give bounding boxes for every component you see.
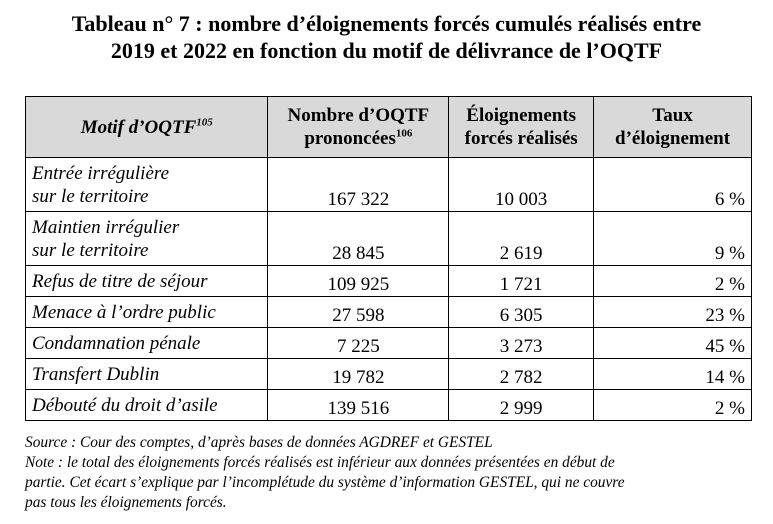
header-motif	[26, 97, 268, 158]
row-eloignements: 2 619	[449, 212, 594, 266]
header-taux-line-1: Taux	[652, 105, 693, 126]
row-motif	[26, 212, 268, 266]
row-motif: Transfert Dublin	[26, 359, 268, 390]
row-motif-line-1: Entrée irrégulière	[32, 162, 170, 184]
note-line-1: Note : le total des éloignements forcés réalisés est inférieur aux données présentées en début de	[25, 454, 615, 471]
row-taux: 6 %	[594, 158, 752, 212]
table-row	[26, 158, 752, 212]
row-motif-line-2: sur le territoire	[32, 239, 149, 261]
header-eloignements	[449, 97, 594, 158]
row-motif-line-1: Maintien irrégulier	[32, 216, 180, 238]
row-oqtf: 28 845	[268, 212, 449, 266]
row-eloignements: 1 721	[449, 266, 594, 297]
header-row	[26, 97, 752, 158]
header-motif-footnote: 105	[196, 116, 213, 129]
row-motif	[26, 158, 268, 212]
row-motif: Condamnation pénale	[26, 328, 268, 359]
header-taux-line-2: d’éloignement	[615, 128, 731, 149]
row-motif-line-2: sur le territoire	[32, 185, 149, 207]
header-oqtf-line-2: prononcées	[304, 128, 396, 149]
header-oqtf-line-1: Nombre d’OQTF	[287, 105, 430, 126]
header-eloignements-line-1: Éloignements	[466, 105, 577, 126]
row-taux: 2 %	[594, 390, 752, 421]
row-oqtf: 27 598	[268, 297, 449, 328]
row-oqtf: 7 225	[268, 328, 449, 359]
row-taux: 45 %	[594, 328, 752, 359]
row-eloignements: 3 273	[449, 328, 594, 359]
row-taux: 2 %	[594, 266, 752, 297]
row-taux: 14 %	[594, 359, 752, 390]
header-oqtf	[268, 97, 449, 158]
row-oqtf: 139 516	[268, 390, 449, 421]
row-motif: Menace à l’ordre public	[26, 297, 268, 328]
source-note: Source : Cour des comptes, d’après bases de données AGDREF et GESTEL	[25, 434, 493, 451]
row-eloignements: 2 782	[449, 359, 594, 390]
table-notes	[25, 433, 760, 513]
row-oqtf: 109 925	[268, 266, 449, 297]
row-oqtf: 19 782	[268, 359, 449, 390]
data-table	[25, 96, 752, 421]
row-eloignements: 10 003	[449, 158, 594, 212]
row-eloignements: 6 305	[449, 297, 594, 328]
row-motif: Refus de titre de séjour	[26, 266, 268, 297]
table-row	[26, 266, 752, 297]
table-row	[26, 297, 752, 328]
header-eloignements-line-2: forcés réalisés	[464, 128, 578, 149]
header-oqtf-footnote: 106	[395, 127, 413, 140]
row-taux: 9 %	[594, 212, 752, 266]
table-row	[26, 212, 752, 266]
row-taux: 23 %	[594, 297, 752, 328]
header-motif-label: Motif d’OQTF	[80, 116, 197, 138]
note-line-3: pas tous les éloignements forcés.	[25, 494, 227, 511]
table-row	[26, 328, 752, 359]
table-title	[0, 10, 773, 64]
row-oqtf: 167 322	[268, 158, 449, 212]
header-taux	[594, 97, 752, 158]
row-motif: Débouté du droit d’asile	[26, 390, 268, 421]
table-row	[26, 359, 752, 390]
table-title-line-1: Tableau n° 7 : nombre d’éloignements forcés cumulés réalisés entre	[71, 11, 702, 36]
row-eloignements: 2 999	[449, 390, 594, 421]
table-title-line-2: 2019 et 2022 en fonction du motif de délivrance de l’OQTF	[110, 38, 663, 63]
table-row	[26, 390, 752, 421]
note-line-2: partie. Cet écart s’explique par l’incomplétude du système d’information GESTEL, qui ne couvre	[25, 474, 625, 491]
